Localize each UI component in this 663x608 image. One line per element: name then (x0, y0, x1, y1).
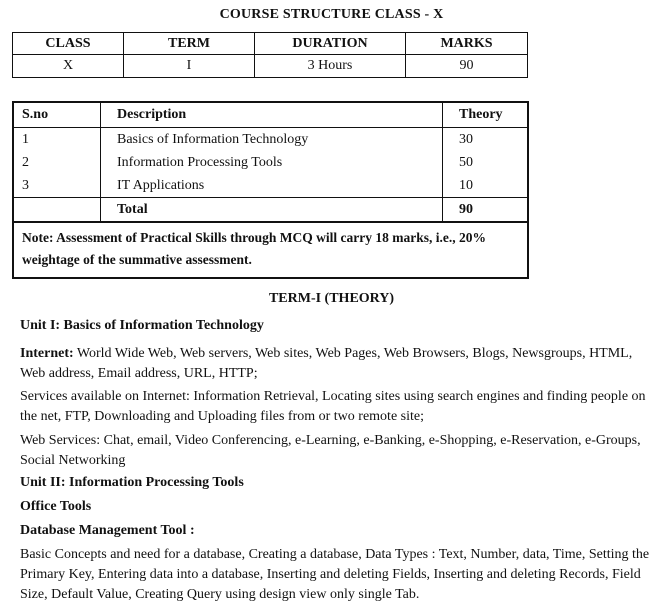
theory-marks-table (12, 101, 529, 279)
summary-header-class: CLASS (13, 33, 124, 55)
db-paragraph: Basic Concepts and need for a database, Creating a database, Data Types : Text, Number, data, Time, Setting the Primary Key, Entering data into a database, Inserting and deleting Fields, Inserting and deleting Records, Field Size, Default Value, Creating Query using design view only single Tab. (20, 547, 650, 602)
summary-cell-class: X (13, 55, 124, 78)
row-sno: 1 (13, 128, 101, 152)
row-sno: 3 (13, 174, 101, 198)
unit2-heading: Unit II: Information Processing Tools (20, 475, 244, 490)
table-row (13, 128, 528, 152)
row-theory: 10 (459, 177, 473, 193)
internet-label: Internet: (20, 346, 74, 361)
note-row (13, 222, 528, 278)
summary-cell-term: I (124, 55, 255, 78)
term-title: TERM-I (THEORY) (268, 291, 395, 306)
row-description: IT Applications (101, 174, 443, 198)
total-row (13, 198, 528, 223)
total-value: 90 (443, 198, 529, 223)
unit1-heading: Unit I: Basics of Information Technology (20, 318, 264, 333)
db-tool-heading: Database Management Tool : (20, 523, 195, 538)
summary-cell-duration: 3 Hours (255, 55, 406, 78)
assessment-note: Note: Assessment of Practical Skills through MCQ will carry 18 marks, i.e., 20% weightage of the summative assessment. (13, 222, 528, 278)
row-theory: 30 (459, 131, 473, 147)
row-theory: 50 (459, 154, 473, 170)
services-paragraph: Services available on Internet: Information Retrieval, Locating sites using search engines and finding people on the net, FTP, Downloading and Uploading files from or two remote site; (20, 389, 646, 424)
total-label: Total (101, 198, 443, 223)
table-row (13, 151, 528, 174)
summary-header-term: TERM (124, 33, 255, 55)
table-row (13, 174, 528, 198)
row-description: Information Processing Tools (101, 151, 443, 174)
theory-header-theory: Theory (443, 102, 529, 128)
total-empty-cell (13, 198, 101, 223)
summary-header-duration: DURATION (255, 33, 406, 55)
internet-text: World Wide Web, Web servers, Web sites, Web Pages, Web Browsers, Blogs, Newsgroups, HTML, Web address, Email address, URL, HTTP; (20, 346, 633, 381)
summary-header-marks: MARKS (406, 33, 528, 55)
office-tools-heading: Office Tools (20, 499, 92, 514)
summary-header-row (13, 33, 528, 55)
theory-header-description: Description (101, 102, 443, 128)
page-title: COURSE STRUCTURE CLASS - X (219, 7, 444, 22)
internet-paragraph (20, 344, 656, 384)
row-description: Basics of Information Technology (101, 128, 443, 152)
theory-header-row (13, 102, 528, 128)
row-sno: 2 (13, 151, 101, 174)
theory-header-sno: S.no (13, 102, 101, 128)
summary-cell-marks: 90 (406, 55, 528, 78)
course-summary-table (12, 32, 528, 78)
web-services-paragraph: Web Services: Chat, email, Video Conferencing, e-Learning, e-Banking, e-Shopping, e-Reservation, e-Groups, Social Networking (20, 433, 641, 468)
summary-data-row (13, 55, 528, 78)
